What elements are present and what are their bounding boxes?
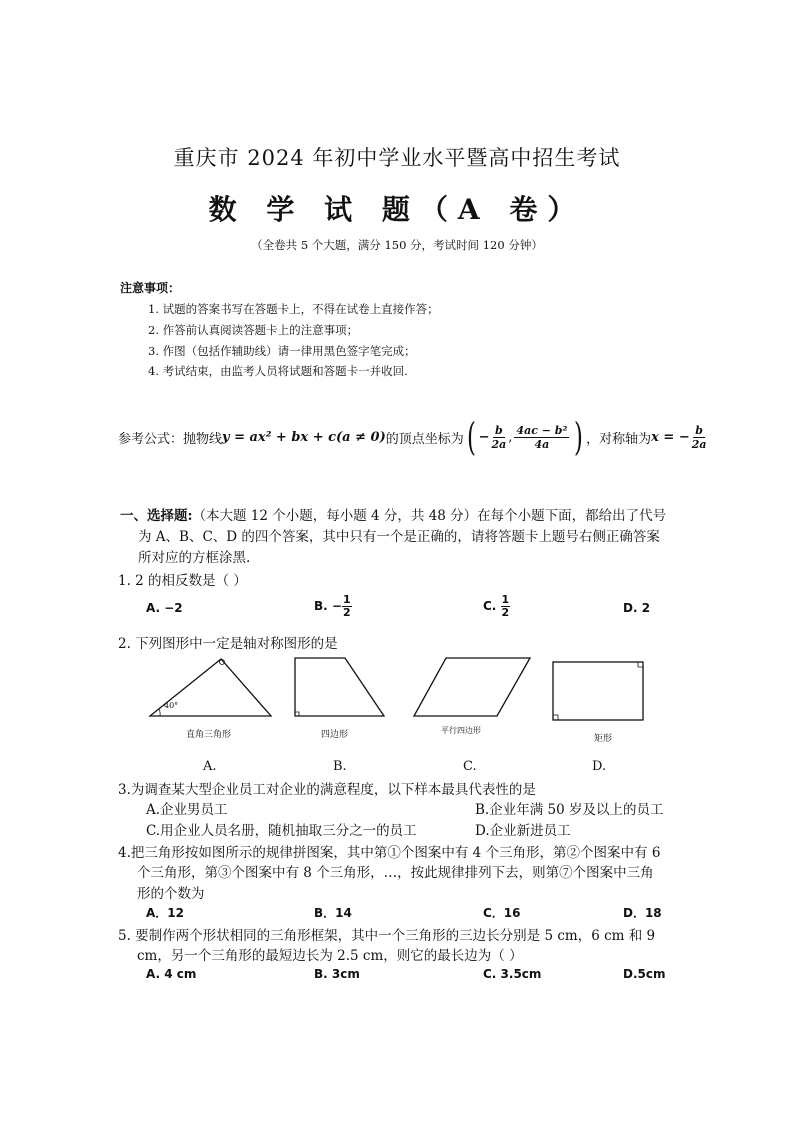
q2-stem: 2. 下列图形中一定是轴对称图形的是 [118,636,338,652]
note-item: 3. 作图（包括作辅助线）请一律用黑色签字笔完成； [148,344,416,358]
note-item: 1. 试题的答案书写在答题卡上，不得在试卷上直接作答； [148,302,439,316]
right-paren: ) [574,415,584,459]
reference-formula: 参考公式：抛物线 y = ax² + bx + c(a ≠ 0) 的顶点坐标为 ( − $\frac{b}{2a}$ , $\frac{\text{4ac − b²}}{4a}$ ) ，对称轴为 x = − $\frac{b}{2a}$ [118,415,707,459]
q2-option-d[interactable]: D. [592,759,607,774]
q4-stem-line: 形的个数为 [137,886,205,902]
figure-caption: 直角三角形 [186,730,232,740]
formula-prefix: 参考公式：抛物线 [118,431,223,447]
q1-option-a[interactable]: A. −2 [146,601,183,615]
q2-option-b[interactable]: B. [333,759,347,774]
figure-caption: 平行四边形 [441,726,481,735]
q3-option-d[interactable]: D.企业新进员工 [475,823,571,839]
vertex-x-num: b [495,423,503,437]
q4-option-b[interactable]: B．14 [314,906,352,920]
q2-option-c[interactable]: C. [463,759,477,774]
q4-stem-line: 4.把三角形按如图所示的规律拼图案，其中第①个图案中有 4 个三角形，第②个图案中有 6 [118,845,661,861]
rectangle-figure [553,662,643,720]
q1-b-num: 1 [342,593,351,606]
note-item: 4. 考试结束，由监考人员将试题和答题卡一并收回. [148,364,408,378]
left-paren: ( [466,415,476,459]
angle-label: 40° [164,701,179,710]
section-1-cont: 为 A、B、C、D 的四个答案，其中只有一个是正确的，请将答题卡上题号右侧正确答案 [138,529,660,545]
note-item: 2. 作答前认真阅读答题卡上的注意事项； [148,323,359,337]
vertex-y-num: 4ac − b² [516,423,568,437]
q5-option-a[interactable]: A. 4 cm [146,967,197,981]
q5-stem-line: 5. 要制作两个形状相同的三角形框架，其中一个三角形的三边长分别是 5 cm，6 cm 和 9 [118,928,656,944]
exam-subtitle: （全卷共 5 个大题，满分 150 分，考试时间 120 分钟） [251,238,543,252]
q5-option-b[interactable]: B. 3cm [314,967,360,981]
vertex-x-den: 2a [491,437,507,451]
formula-suffix: ，对称轴为 [586,431,652,447]
q3-option-a[interactable]: A.企业男员工 [146,802,228,818]
figure-caption: 四边形 [321,730,349,740]
section-1-cont: 所对应的方框涂黑. [138,550,251,566]
quadrilateral-figure [295,658,384,716]
q4-option-a[interactable]: A．12 [146,906,184,920]
q1-c-prefix: C. [483,599,501,613]
figure-caption: 矩形 [594,734,613,744]
formula-middle: 的顶点坐标为 [385,431,464,447]
axis-den: 2a [691,437,707,451]
axis-num: b [695,423,703,437]
q1-c-den: 2 [501,606,510,619]
section-1-heading: 一、选择题: [120,508,193,524]
q2-option-a[interactable]: A. [203,759,217,774]
q5-option-c[interactable]: C. 3.5cm [483,967,542,981]
q1-c-num: 1 [501,593,510,606]
parallelogram-figure [414,658,530,716]
q5-option-d[interactable]: D.5cm [623,967,666,981]
q5-stem-line: cm，另一个三角形的最短边长为 2.5 cm，则它的最长边为（ ） [137,948,523,964]
section-1-text: （本大题 12 个小题，每小题 4 分，共 48 分）在每个小题下面，都给出了代号 [192,508,667,524]
vertex-y-den: 4a [534,437,550,451]
subject-title: 数 学 试 题（A 卷） [208,193,586,226]
q3-option-b[interactable]: B.企业年满 50 岁及以上的员工 [475,802,664,818]
q1-option-d[interactable]: D. 2 [623,601,651,615]
q4-option-d[interactable]: D．18 [623,906,662,920]
q3-option-c[interactable]: C.用企业人员名册，随机抽取三分之一的员工 [146,823,417,839]
exam-title: 重庆市 2024 年初中学业水平暨高中招生考试 [173,146,621,170]
q3-stem: 3.为调查某大型企业员工对企业的满意程度，以下样本最具代表性的是 [118,782,536,798]
q1-stem: 1. 2 的相反数是（ ） [118,573,247,589]
parabola-equation: y = ax² + bx + c(a ≠ 0) [222,429,386,445]
q4-option-c[interactable]: C．16 [483,906,521,920]
q1-b-den: 2 [342,606,351,619]
q4-stem-line: 个三角形，第③个图案中有 8 个三角形，…，按此规律排列下去，则第⑦个图案中三角 [137,865,654,881]
notes-heading: 注意事项： [120,281,181,295]
axis-lhs: x = − [651,429,690,445]
q1-b-prefix: B. − [314,599,342,613]
